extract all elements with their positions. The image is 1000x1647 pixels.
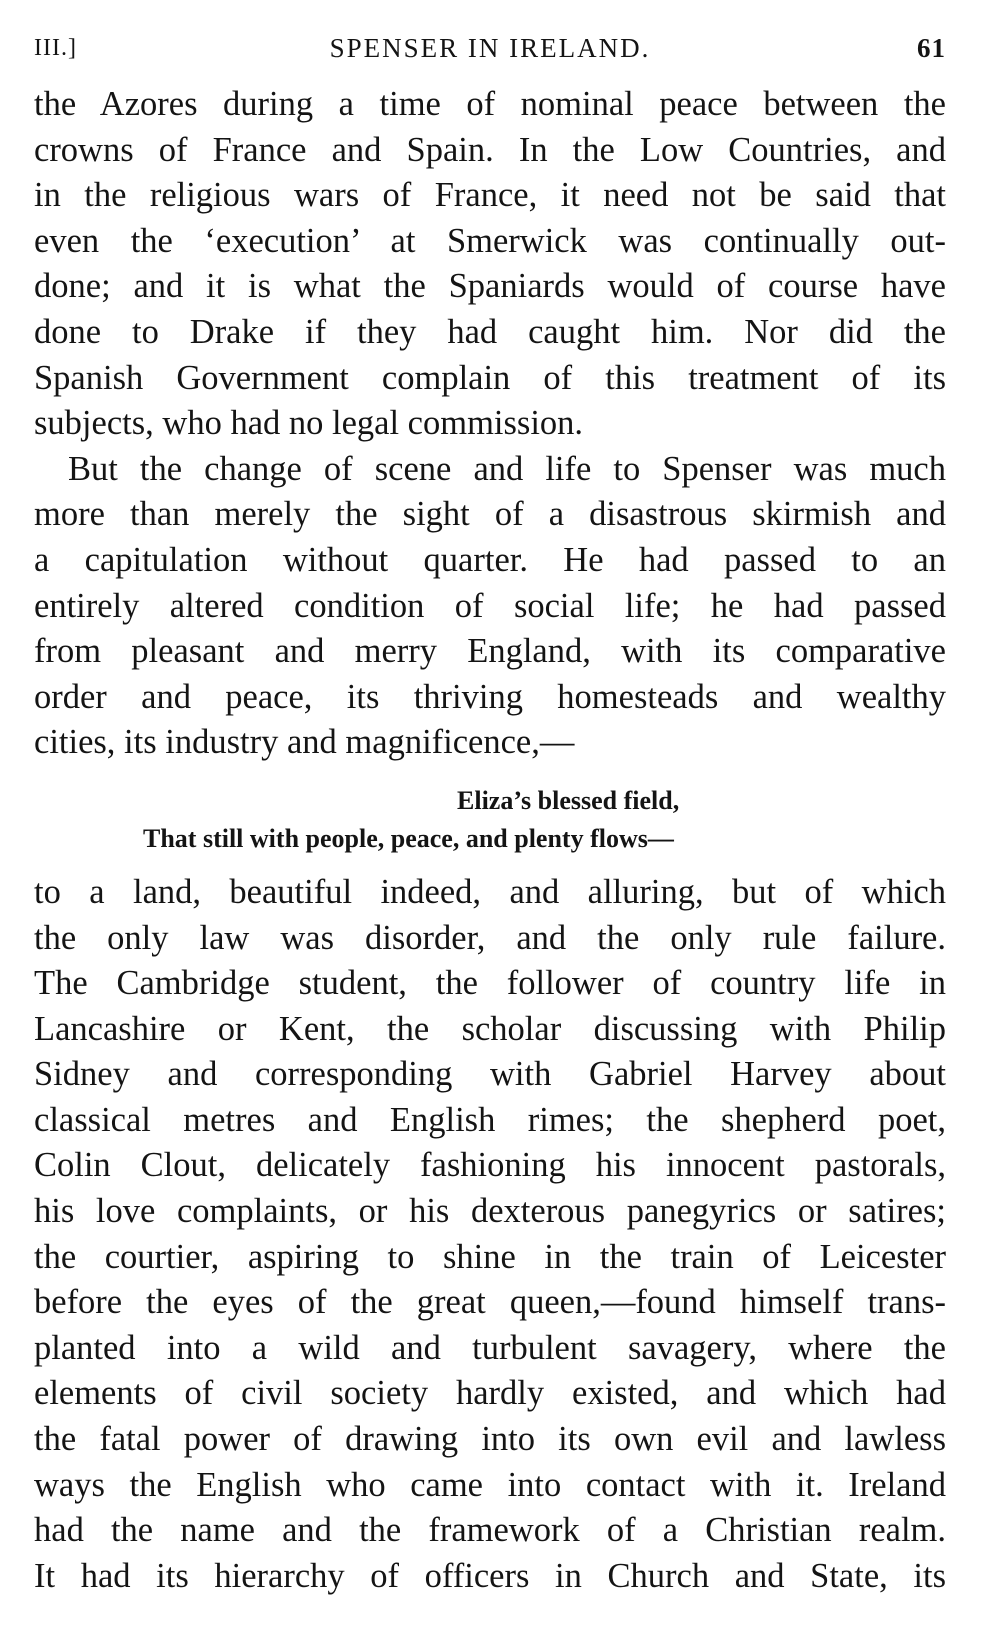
running-head	[34, 28, 946, 68]
text-line: his love complaints, or his dexterous panegyrics or satires;	[34, 1192, 946, 1231]
text-line: the courtier, aspiring to shine in the train of Leicester	[34, 1237, 946, 1276]
text-line: It had its hierarchy of officers in Church and State, its	[34, 1556, 946, 1595]
text-line: Colin Clout, delicately fashioning his innocent pastorals,	[34, 1146, 946, 1185]
book-page	[34, 28, 946, 1599]
text-line: The Cambridge student, the follower of country life in	[34, 964, 946, 1003]
text-line: ways the English who came into contact with it. Ireland	[34, 1465, 946, 1504]
paragraph-1	[34, 82, 946, 447]
text-line: elements of civil society hardly existed, and which had	[34, 1374, 946, 1413]
text-line: Lancashire or Kent, the scholar discussing with Philip	[34, 1009, 946, 1048]
text-line: cities, its industry and magnificence,—	[34, 723, 575, 762]
text-line: the Azores during a time of nominal peace between the	[34, 85, 946, 123]
chapter-marker: III.]	[34, 35, 77, 61]
quote-line: Eliza’s blessed field,	[457, 785, 680, 815]
text-line: before the eyes of the great queen,—found himself trans-	[34, 1283, 946, 1322]
text-line: subjects, who had no legal commission.	[34, 404, 584, 443]
text-line: done; and it is what the Spaniards would of course have	[34, 267, 946, 306]
text-line: Spanish Government complain of this treatment of its	[34, 358, 946, 397]
text-line: entirely altered condition of social life; he had passed	[34, 586, 946, 625]
text-line: to a land, beautiful indeed, and alluring, but of which	[34, 872, 946, 911]
running-title: SPENSER IN IRELAND.	[329, 33, 651, 63]
text-line: crowns of France and Spain. In the Low Countries, and	[34, 130, 946, 169]
paragraph-3	[34, 870, 946, 1600]
verse-quotation	[34, 782, 946, 858]
text-line: the only law was disorder, and the only rule failure.	[34, 918, 946, 957]
text-line: even the ‘execution’ at Smerwick was continually out-	[34, 221, 946, 260]
text-line: classical metres and English rimes; the shepherd poet,	[34, 1100, 946, 1139]
text-line: more than merely the sight of a disastrous skirmish and	[34, 495, 946, 534]
text-line: the fatal power of drawing into its own evil and lawless	[34, 1420, 946, 1459]
text-line: order and peace, its thriving homesteads and wealthy	[34, 677, 946, 716]
page-number: 61	[917, 33, 946, 63]
paragraph-2	[34, 447, 946, 766]
text-line: planted into a wild and turbulent savagery, where the	[34, 1328, 946, 1367]
text-line: had the name and the framework of a Christian realm.	[34, 1511, 946, 1550]
text-line: But the change of scene and life to Spenser was much	[68, 449, 946, 488]
body-text	[34, 82, 946, 1599]
text-line: in the religious wars of France, it need not be said that	[34, 176, 946, 215]
quote-line: That still with people, peace, and plenty flows—	[143, 823, 674, 853]
text-line: Sidney and corresponding with Gabriel Harvey about	[34, 1055, 946, 1094]
text-line: from pleasant and merry England, with its comparative	[34, 632, 946, 671]
text-line: done to Drake if they had caught him. Nor did the	[34, 312, 946, 351]
text-line: a capitulation without quarter. He had passed to an	[34, 540, 946, 579]
